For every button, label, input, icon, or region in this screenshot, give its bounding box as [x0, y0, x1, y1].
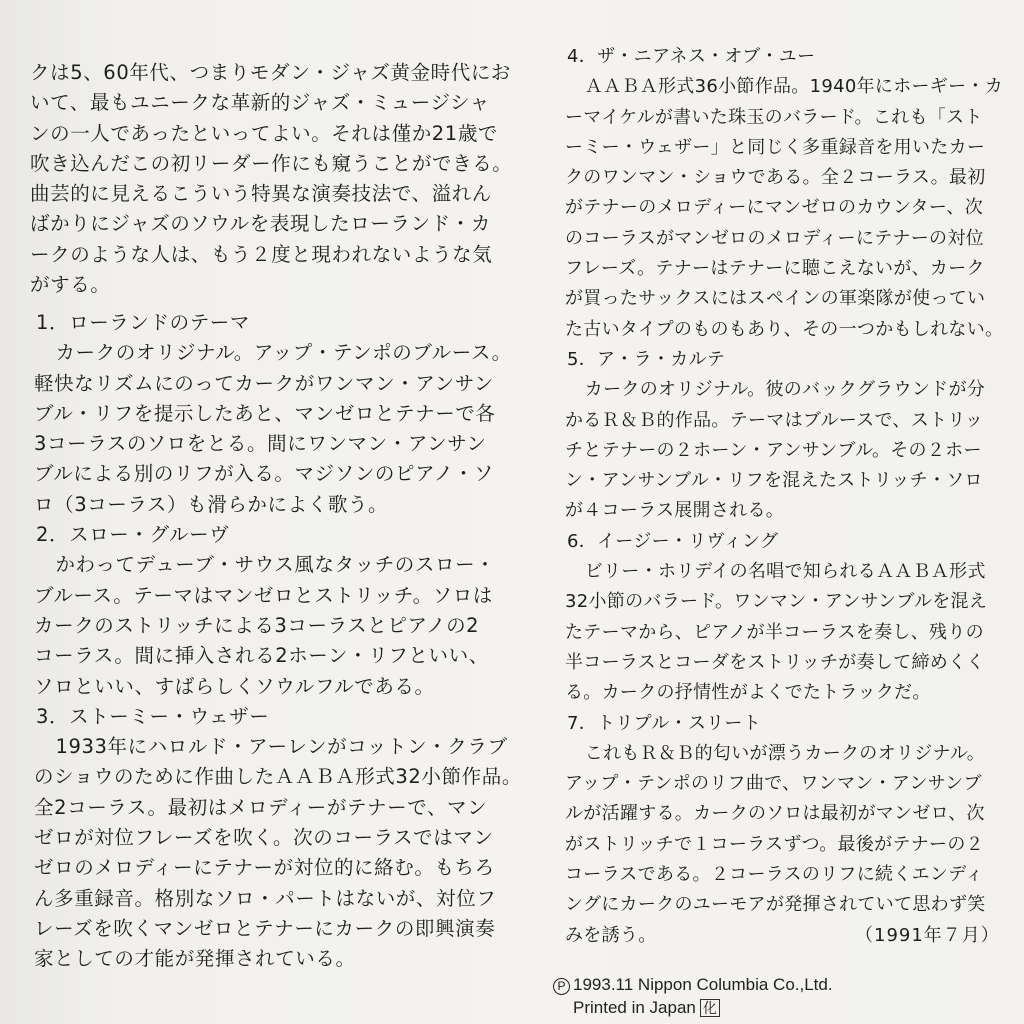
track-description-text: みを誘う。	[565, 924, 657, 946]
track-description-line: ルが活躍する。カークのソロは最初がマンゼロ、次	[565, 803, 985, 825]
track-description-line: 全2コーラス。最初はメロディーがテナーで、マン	[34, 795, 488, 819]
track-section	[565, 527, 1003, 709]
copyright-text: 1993.11 Nippon Columbia Co.,Ltd.	[573, 975, 833, 994]
track-description-line: コーラスである。２コーラスのリフに続くエンディ	[565, 864, 984, 886]
track-description-line: ングにカークのユーモアが発揮されていて思わず笑	[565, 894, 986, 916]
track-description-line: カークのストリッチによる3コーラスとピアノの2	[34, 613, 480, 637]
track-description-line: ＡＡＢＡ形式36小節作品。1940年にホーギー・カ	[584, 76, 1004, 98]
track-description-line: のショウのために作曲したＡＡＢＡ形式32小節作品。	[34, 765, 522, 789]
track-title: 3．ストーミー・ウェザー	[36, 704, 270, 728]
copyright-line	[553, 973, 833, 996]
track-section	[565, 709, 1003, 951]
track-description-line: かるＲ＆Ｂ的作品。テーマはブルースで、ストリッ	[565, 409, 984, 431]
track-title: 1．ローランドのテーマ	[36, 311, 251, 334]
track-section	[34, 520, 522, 702]
printed-line	[553, 996, 833, 1019]
track-description-line: 1933年にハロルド・アーレンがコットン・クラブ	[55, 735, 508, 759]
intro-line: ばかりにジャズのソウルを表現したローランド・カ	[30, 212, 491, 236]
track-section	[565, 345, 1003, 527]
track-section	[34, 702, 522, 975]
intro-line: ークのような人は、もう２度と現われないような気	[30, 242, 493, 266]
track-description-line: ブル・リフを提示したあと、マンゼロとテナーで各	[34, 401, 496, 425]
track-description-line: かわってデューブ・サウス風なタッチのスロー・	[55, 553, 496, 577]
track-description-line: ーマイケルが書いた珠玉のバラード。これも「スト	[565, 106, 983, 128]
track-title: 6．イージー・リヴィング	[567, 530, 779, 552]
track-description-line: 半コーラスとコーダをストリッチが奏して締めくく	[565, 651, 985, 673]
track-description-line: がストリッチで１コーラスずつ。最後がテナーの２	[565, 833, 984, 855]
track-description-line: フレーズ。テナーはテナーに聴こえないが、カーク	[565, 258, 985, 280]
phonogram-mark-icon: P	[553, 978, 570, 995]
track-description-line: がテナーのメロディーにマンゼロのカウンター、次	[565, 197, 984, 219]
boxed-mark: 化	[700, 999, 720, 1017]
track-description-line: た古いタイプのものもあり、その一つかもしれない。	[565, 318, 1004, 340]
track-description-line: チとテナーの２ホーン・アンサンブル。その２ホー	[565, 439, 982, 461]
track-description-line: が買ったサックスにはスペインの軍楽隊が使ってい	[565, 288, 986, 310]
track-description-line: が４コーラス展開される。	[565, 500, 785, 522]
track-description-line: 家としての才能が発揮されている。	[34, 947, 356, 971]
track-description-line: カークのオリジナル。アップ・テンポのブルース。	[55, 341, 512, 365]
track-description-line: コーラス。間に挿入される2ホーン・リフといい、	[34, 644, 489, 668]
track-title: 7．トリプル・スリート	[567, 712, 762, 734]
track-description-line: のコーラスがマンゼロのメロディーにテナーの対位	[565, 227, 984, 249]
intro-line: 曲芸的に見えるこういう特異な演奏技法で、溢れん	[30, 182, 492, 206]
track-description-line: アップ・テンポのリフ曲で、ワンマン・アンサンブ	[565, 773, 982, 795]
track-description-line: ん多重録音。格別なソロ・パートはないが、対位フ	[34, 886, 497, 910]
track-description-line: ブルース。テーマはマンゼロとストリッチ。ソロは	[34, 583, 493, 607]
track-description-line: レーズを吹くマンゼロとテナーにカークの即興演奏	[34, 916, 496, 940]
track-description-line: ーミー・ウェザー」と同じく多重録音を用いたカー	[565, 136, 986, 158]
track-title: 4．ザ・ニアネス・オブ・ユー	[567, 46, 816, 67]
right-column-tracks	[565, 42, 1003, 951]
intro-line: 吹き込んだこの初リーダー作にも窺うことができる。	[30, 151, 513, 175]
track-description-line: たテーマから、ピアノが半コーラスを奏し、残りの	[565, 621, 984, 643]
intro-paragraph	[30, 58, 512, 300]
track-section	[565, 42, 1003, 345]
track-description-line: ロ（3コーラス）も滑らかによく歌う。	[34, 492, 389, 516]
track-description-line: る。カークの抒情性がよくでたトラックだ。	[565, 682, 931, 704]
footer-credits	[553, 973, 833, 1019]
track-description-line: クのワンマン・ショウである。全２コーラス。最初	[565, 167, 986, 189]
intro-line: クは5、60年代、つまりモダン・ジャズ黄金時代にお	[30, 61, 512, 84]
track-description-line: 3コーラスのソロをとる。間にワンマン・アンサン	[34, 432, 487, 456]
track-description-line: ゼロのメロディーにテナーが対位的に絡む。もちろ	[34, 856, 495, 880]
track-title: 5．ア・ラ・カルテ	[567, 348, 726, 370]
track-description-line: カークのオリジナル。彼のバックグラウンドが分	[584, 379, 986, 401]
track-description-line	[565, 921, 1003, 951]
track-description-line: ン・アンサンブル・リフを混えたストリッチ・ソロ	[565, 470, 983, 492]
track-description-line: ブルによる別のリフが入る。マジソンのピアノ・ソ	[34, 462, 494, 486]
left-column-tracks	[34, 308, 522, 975]
intro-line: がする。	[30, 273, 111, 297]
date-stamp: （1991年７月）	[855, 924, 1000, 946]
track-description-line: 32小節のバラード。ワンマン・アンサンブルを混え	[565, 591, 988, 613]
track-title: 2．スロー・グルーヴ	[36, 523, 230, 547]
track-description-line: ソロといい、すばらしくソウルフルである。	[34, 674, 435, 698]
track-section	[34, 308, 522, 520]
track-description-line: 軽快なリズムにのってカークがワンマン・アンサン	[34, 371, 494, 395]
track-description-line: ゼロが対位フレーズを吹く。次のコーラスではマン	[34, 826, 494, 850]
intro-line: ンの一人であったといってよい。それは僅か21歳で	[30, 121, 499, 145]
printed-text: Printed in Japan	[573, 998, 696, 1017]
track-description-line: ビリー・ホリデイの名唱で知られるＡＡＢＡ形式	[584, 561, 986, 583]
track-description-line: これもＲ＆Ｂ的匂いが漂うカークのオリジナル。	[584, 742, 986, 764]
intro-line: いて、最もユニークな革新的ジャズ・ミュージシャ	[30, 91, 490, 115]
